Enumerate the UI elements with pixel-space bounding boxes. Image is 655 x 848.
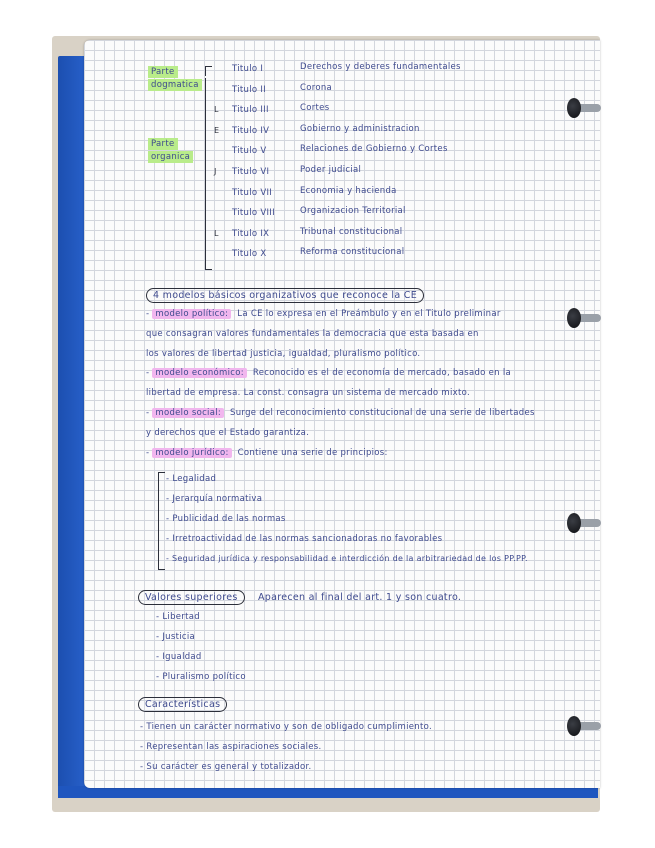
characteristic-item: - Tienen un carácter normativo y son de obligado cumplimiento.: [140, 722, 432, 732]
dogmatica-line-2: dogmatica: [148, 79, 202, 91]
values-heading: [138, 592, 461, 603]
model-first-line: [146, 309, 501, 319]
title-number: Titulo V: [232, 146, 267, 157]
title-description: Corona: [300, 82, 333, 93]
model-label: modelo jurídico:: [152, 448, 231, 458]
principle-item: - Seguridad jurídica y responsabilidad e interdicción de la arbitrariedad de los PP.PP.: [166, 554, 528, 563]
bracket-organica: [205, 78, 206, 270]
organica-label: [148, 138, 193, 164]
principle-item: - Legalidad: [166, 474, 217, 484]
values-intro: Aparecen al final del art. 1 y son cuatro.: [257, 592, 462, 603]
model-label: modelo político:: [152, 309, 231, 319]
title-description: Cortes: [300, 103, 330, 114]
model-text-line: los valores de libertad justicia, igualdad, pluralismo político.: [146, 349, 421, 359]
values-heading-text: Valores superiores: [138, 590, 245, 605]
model-label: modelo social:: [152, 408, 224, 418]
title-number: Titulo IX: [232, 228, 270, 239]
characteristics-heading: [138, 699, 227, 710]
value-item: - Justicia: [156, 632, 196, 642]
model-text: Surge del reconocimiento constitucional de una serie de libertades: [230, 408, 535, 418]
binder-ring-icon: [575, 722, 601, 730]
dash: -: [146, 448, 153, 458]
characteristic-item: - Su carácter es general y totalizador.: [140, 762, 312, 772]
value-item: - Pluralismo político: [156, 672, 246, 682]
binder-ring-icon: [575, 104, 601, 112]
title-mark: J: [214, 167, 217, 176]
model-text-line: libertad de empresa. La const. consagra un sistema de mercado mixto.: [146, 388, 470, 398]
title-description: Economia y hacienda: [300, 185, 397, 196]
title-description: Relaciones de Gobierno y Cortes: [300, 144, 448, 155]
title-description: Reforma constitucional: [300, 247, 405, 258]
bracket-dogmatica: [205, 66, 206, 76]
model-first-line: [146, 408, 535, 418]
model-text: La CE lo expresa en el Preámbulo y en el Titulo preliminar: [237, 309, 501, 319]
title-number: Titulo IV: [232, 125, 270, 136]
title-mark: E: [214, 125, 220, 135]
title-number: Titulo II: [232, 84, 266, 95]
model-text-line: y derechos que el Estado garantiza.: [146, 428, 310, 438]
title-mark: L: [214, 228, 219, 238]
title-number: Titulo X: [232, 249, 267, 260]
models-heading: [146, 290, 424, 301]
binder-ring-icon: [575, 314, 601, 322]
binder-ring-icon: [575, 519, 601, 527]
model-text: Contiene una serie de principios:: [237, 448, 388, 458]
dogmatica-label: [148, 66, 202, 92]
title-number: Titulo VIII: [232, 208, 275, 219]
characteristics-heading-text: Características: [138, 697, 227, 712]
title-description: Gobierno y administracion: [300, 123, 420, 134]
title-description: Tribunal constitucional: [300, 226, 403, 237]
dash: -: [146, 309, 153, 319]
value-item: - Igualdad: [156, 652, 202, 662]
title-number: Titulo I: [232, 64, 264, 74]
model-first-line: [146, 448, 388, 458]
model-text-line: que consagran valores fundamentales la democracia que esta basada en: [146, 329, 479, 339]
principle-item: - Irretroactividad de las normas sancionadoras no favorables: [166, 534, 443, 544]
title-number: Titulo VII: [232, 187, 273, 198]
title-description: Organizacion Territorial: [300, 206, 406, 217]
organica-line-1: Parte: [148, 138, 178, 150]
principle-item: - Jerarquía normativa: [166, 494, 263, 504]
models-heading-text: 4 modelos básicos organizativos que reconoce la CE: [146, 288, 424, 303]
model-first-line: [146, 368, 511, 378]
title-description: Poder judicial: [300, 165, 362, 175]
principle-item: - Publicidad de las normas: [166, 514, 286, 524]
model-text: Reconocido es el de economía de mercado, basado en la: [252, 368, 512, 378]
value-item: - Libertad: [156, 612, 200, 622]
dash: -: [146, 368, 153, 378]
principles-bracket: [158, 472, 159, 570]
model-label: modelo económico:: [152, 368, 247, 378]
title-mark: L: [214, 105, 219, 115]
title-description: Derechos y deberes fundamentales: [300, 62, 461, 72]
title-number: Titulo III: [232, 105, 269, 116]
organica-line-2: organica: [148, 151, 193, 163]
characteristic-item: - Representan las aspiraciones sociales.: [140, 742, 322, 752]
dash: -: [146, 408, 153, 418]
dogmatica-line-1: Parte: [148, 66, 178, 78]
title-number: Titulo VI: [232, 167, 270, 177]
